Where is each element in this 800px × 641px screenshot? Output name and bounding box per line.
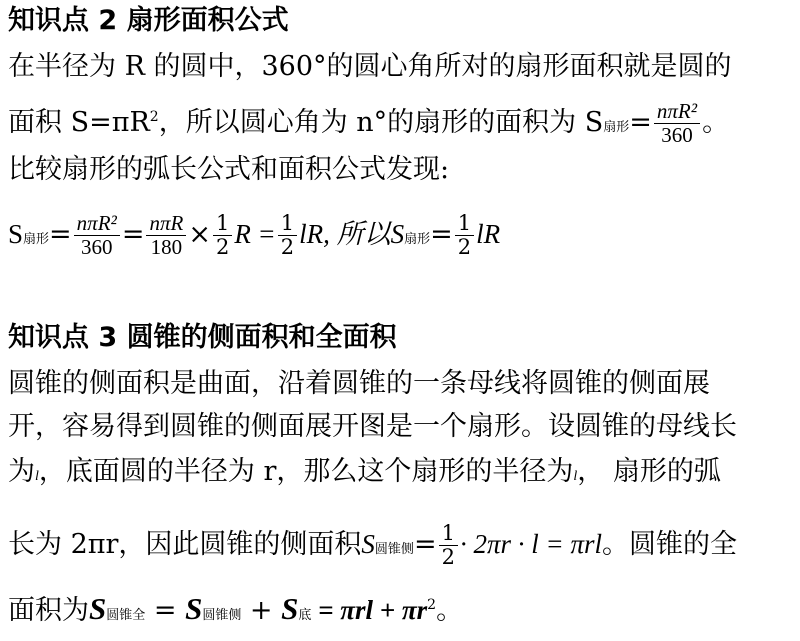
formula-frac5	[455, 212, 474, 259]
l5-s3: S	[281, 591, 299, 626]
formula-sub: 扇形	[23, 232, 50, 248]
l3-l2: l	[573, 469, 578, 484]
sector-area-fraction	[654, 100, 700, 147]
l5-rest: = πrl + πr	[311, 595, 428, 625]
f1-num: nπR²	[74, 212, 120, 236]
l4-sub: 圆锥侧	[374, 542, 414, 558]
l4-s: S	[361, 529, 375, 560]
f3-den: 2	[215, 235, 230, 260]
l3-c: ， 扇形的弧	[577, 456, 721, 487]
formula-frac4	[278, 212, 297, 259]
l5-sub2: 圆锥侧	[202, 608, 242, 623]
formula-r: R =	[234, 219, 276, 250]
section3-line1: 圆锥的侧面积是曲面，沿着圆锥的一条母线将圆锥的侧面展	[8, 368, 710, 399]
l4-den: 2	[441, 545, 455, 570]
f3-num: 1	[213, 212, 232, 236]
l5-sup: 2	[427, 597, 437, 613]
l3-l1: l	[35, 469, 39, 484]
formula-eq2: =	[121, 219, 145, 251]
sector-sub: 扇形	[603, 120, 630, 136]
f2-den: 180	[150, 235, 183, 260]
formula-sub2: 扇形	[404, 232, 431, 248]
section3-heading: 知识点 3 圆锥的侧面积和全面积	[8, 322, 397, 353]
formula-lr: lR, 所以	[299, 219, 391, 250]
section3-line4	[8, 522, 737, 569]
frac-den: 360	[661, 123, 693, 148]
l5-a: 面积为	[8, 595, 89, 626]
l4-eq: =	[413, 529, 437, 561]
l5-sub3: 底	[298, 608, 312, 623]
formula-eq1: =	[49, 219, 72, 251]
line-end: 。	[702, 107, 730, 139]
area-text-b: ，所以圆心角为 n°的扇形的面积为 S	[158, 107, 604, 139]
frac-num: nπR²	[654, 100, 700, 124]
l5-end: 。	[436, 595, 464, 626]
l4-end: 。圆锥的全	[601, 529, 737, 561]
formula-s: S	[8, 219, 24, 250]
formula-frac2	[146, 212, 186, 259]
sector-formula	[8, 212, 500, 259]
l3-b: ，底面圆的半径为 r，那么这个扇形的半径为	[38, 456, 574, 487]
l5-plus: +	[241, 595, 282, 626]
l5-s1: S	[89, 591, 107, 626]
l4-a: 长为 2πr，因此圆锥的侧面积	[8, 529, 362, 561]
l3-a: 为	[8, 456, 35, 487]
l5-sub1: 圆锥全	[106, 608, 146, 623]
f2-num: nπR	[146, 212, 186, 236]
l4-rest: · 2πr · l = πrl	[459, 529, 602, 560]
f5-den: 2	[457, 235, 472, 260]
l5-s2: S	[185, 591, 203, 626]
section2-line1: 在半径为 R 的圆中，360°的圆心角所对的扇形面积就是圆的	[8, 51, 732, 82]
section2-line2	[8, 100, 729, 147]
section2-heading: 知识点 2 扇形面积公式	[8, 5, 289, 36]
area-text: 面积 S=πR	[8, 107, 150, 139]
f4-den: 2	[280, 235, 295, 260]
formula-eq3: =	[430, 219, 453, 251]
f1-den: 360	[81, 235, 113, 260]
l4-num: 1	[439, 522, 458, 546]
formula-times: ×	[188, 219, 211, 251]
formula-s2: S	[390, 219, 405, 250]
l4-frac	[439, 522, 458, 569]
section3-line5	[8, 588, 463, 633]
formula-frac1	[74, 212, 120, 259]
section2-line3: 比较扇形的弧长公式和面积公式发现:	[8, 154, 450, 185]
formula-lr2: lR	[476, 219, 501, 250]
formula-frac3	[213, 212, 232, 259]
l5-eq: =	[145, 595, 186, 626]
section3-line3	[8, 455, 721, 494]
f5-num: 1	[455, 212, 474, 236]
area-sup: 2	[149, 109, 159, 126]
section3-line2: 开，容易得到圆锥的侧面展开图是一个扇形。设圆锥的母线长	[8, 411, 737, 442]
f4-num: 1	[278, 212, 297, 236]
eq: =	[629, 107, 652, 139]
